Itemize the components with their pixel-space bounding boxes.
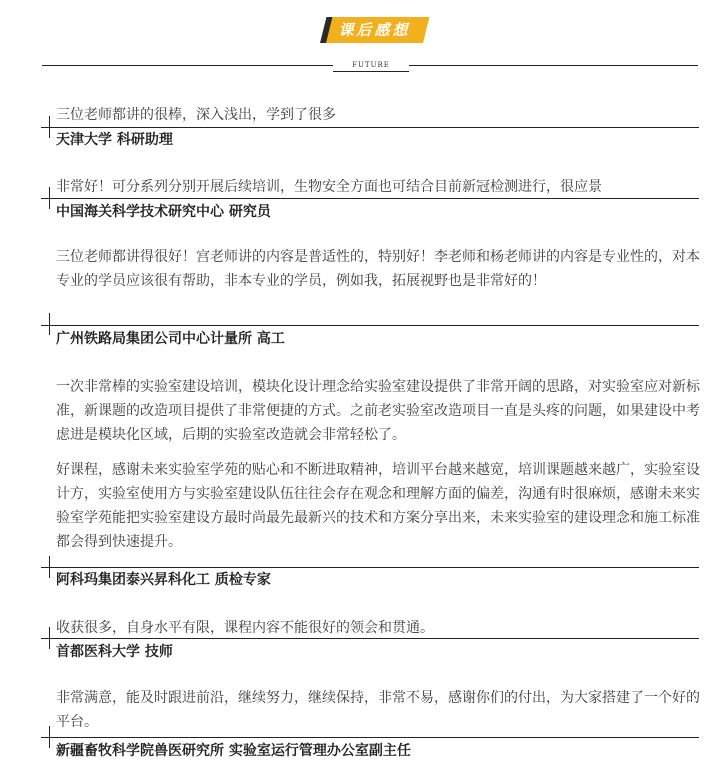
feedback-comment: 非常好！可分系列分别开展后续培训，生物安全方面也可结合目前新冠检测进行，很应景: [56, 179, 602, 195]
feedback-comment: 非常满意，能及时跟进前沿，继续努力，继续保持，非常不易，感谢你们的付出，为大家搭建了一个好的平台。: [56, 690, 700, 730]
feedback-divider: [41, 567, 699, 568]
feedback-comment: 三位老师都讲的很棒，深入浅出，学到了很多: [56, 107, 336, 123]
title-badge: [320, 17, 423, 43]
section-title: 课后感想: [338, 21, 411, 39]
feedback-divider: [41, 127, 699, 128]
subtitle-box: [333, 60, 409, 72]
feedback-author: 中国海关科学技术研究中心 研究员: [56, 204, 271, 220]
feedback-author: 天津大学 科研助理: [56, 132, 173, 148]
section-subtitle: FUTURE: [352, 61, 390, 69]
feedback-author: 阿科玛集团泰兴昇科化工 质检专家: [56, 572, 271, 588]
feedback-comment: 收获很多，自身水平有限，课程内容不能很好的领会和贯通。: [56, 620, 434, 636]
feedback-author: 新疆畜牧科学院兽医研究所 实验室运行管理办公室副主任: [56, 743, 411, 759]
feedback-divider: [41, 198, 699, 199]
feedback-author: 首都医科大学 技师: [56, 644, 173, 660]
feedback-comment-continued: 好课程，感谢未来实验室学苑的贴心和不断进取精神，培训平台越来越宽，培训课题越来越广，实验室设计方，实验室使用方与实验室建设队伍往往会存在观念和理解方面的偏差，沟通有时很麻烦，感谢未来实验室学苑能把实验室建设方最时尚最先最新兴的技术和方案分享出来，未来实验室的建设理念和施工标准都会得到快速提升。: [56, 462, 700, 550]
section-header: [0, 0, 725, 75]
feedback-divider: [41, 325, 699, 326]
feedback-comment: 一次非常棒的实验室建设培训，模块化设计理念给实验室建设提供了非常开阔的思路，对实验室应对新标准，新课题的改造项目提供了非常便捷的方式。之前老实验室改造项目一直是头疼的问题，如果建设中考虑进是模块化区域，后期的实验室改造就会非常轻松了。: [56, 379, 700, 443]
feedback-author: 广州铁路局集团公司中心计量所 高工: [56, 331, 285, 347]
feedback-comment: 三位老师都讲得很好！宫老师讲的内容是普适性的，特别好！李老师和杨老师讲的内容是专业性的，对本专业的学员应该很有帮助，非本专业的学员，例如我，拓展视野也是非常好的！: [56, 249, 700, 289]
feedback-divider: [41, 638, 699, 639]
divider-tick: [49, 313, 50, 335]
feedback-divider: [41, 737, 699, 738]
